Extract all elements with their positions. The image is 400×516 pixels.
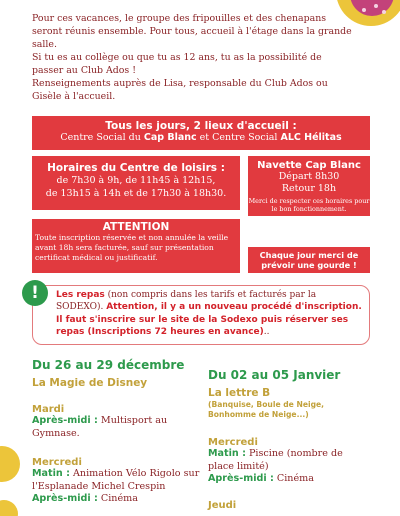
navette-box xyxy=(248,156,370,216)
week2-dates: Du 02 au 05 Janvier xyxy=(208,368,341,382)
horaires-line-1: de 7h30 à 9h, de 11h45 à 12h15, xyxy=(56,175,216,186)
navette-depart: Départ 8h30 xyxy=(278,171,340,182)
attention-text: Toute inscription réservée et non annulée la veille avant 18h sera facturée, sauf sur présentation certificat médical ou justificatif. xyxy=(35,233,229,262)
left-decoration-2 xyxy=(0,500,18,516)
intro-paragraph-1: Pour ces vacances, le groupe des fripouilles et des chenapans seront réunis ensemble. Pour tous, accueil à l'étage dans la grande salle. xyxy=(32,13,352,50)
week2-theme: La lettre B xyxy=(208,387,271,399)
week2-day-jeudi: Jeudi xyxy=(208,500,237,511)
week2-mercredi-activity: Matin : Piscine (nombre de place limité) Après-midi : Cinéma xyxy=(208,448,343,484)
week1-mercredi-activity: Matin : Animation Vélo Rigolo sur l'Esplanade Michel Crespin Après-midi : Cinéma xyxy=(32,468,200,504)
horaires-title: Horaires du Centre de loisirs : xyxy=(47,162,225,174)
week1-day-mercredi: Mercredi xyxy=(32,457,82,468)
week2-day-mercredi: Mercredi xyxy=(208,437,258,448)
intro-paragraph-3: Renseignements auprès de Lisa, responsable du Club Ados ou Gisèle à l'accueil. xyxy=(32,78,328,102)
accueil-title: Tous les jours, 2 lieux d'accueil : xyxy=(105,120,297,132)
attention-box xyxy=(32,219,240,273)
exclamation-icon: ! xyxy=(22,280,48,306)
navette-title: Navette Cap Blanc xyxy=(257,160,361,171)
gourde-box xyxy=(248,247,370,273)
navette-retour: Retour 18h xyxy=(281,183,337,194)
intro-text xyxy=(32,12,352,103)
accueil-text: Centre Social du Cap Blanc et Centre Social ALC Hélitas xyxy=(60,132,342,143)
intro-paragraph-2: Si tu es au collège ou que tu as 12 ans, tu as la possibilité de passer au Club Ados ! xyxy=(32,52,322,76)
navette-note: Merci de respecter ces horaires pour le bon fonctionnement. xyxy=(248,197,370,213)
week1-dates: Du 26 au 29 décembre xyxy=(32,358,185,372)
horaires-line-2: de 13h15 à 14h et de 17h30 à 18h30. xyxy=(45,188,227,199)
week1-mardi-activity: Après-midi : Multisport au Gymnase. xyxy=(32,415,168,439)
meal-text: Les repas (non compris dans les tarifs et facturés par la SODEXO). Attention, il y a un nouveau procédé d'inscription. Il faut s'inscrire sur le site de la Sodexo puis réserver ses repas (Inscriptions 72 heures en avance).. xyxy=(56,290,362,338)
week1-theme: La Magie de Disney xyxy=(32,377,148,389)
attention-title: ATTENTION xyxy=(102,221,170,233)
gourde-text: Chaque jour merci de prévoir une gourde ! xyxy=(259,250,359,270)
horaires-box xyxy=(32,156,240,210)
week2-theme-note: (Banquise, Boule de Neige, Bonhomme de Neige...) xyxy=(208,400,325,419)
week1-day-mardi: Mardi xyxy=(32,404,65,415)
accueil-box xyxy=(32,116,370,150)
left-decoration xyxy=(0,446,20,482)
